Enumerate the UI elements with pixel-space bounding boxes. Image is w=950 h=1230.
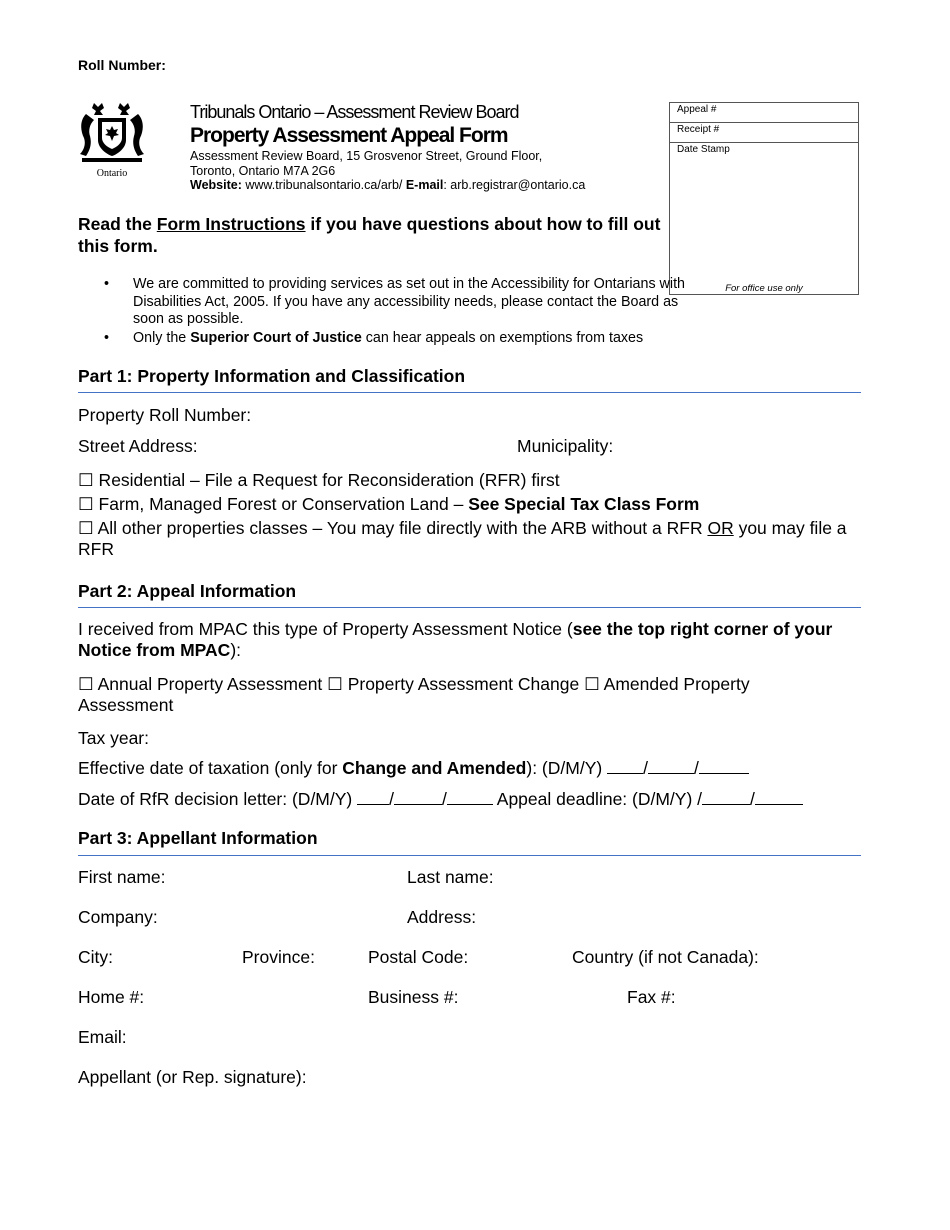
date-slash: / (389, 789, 394, 809)
country-field[interactable]: Country (if not Canada): (572, 947, 759, 967)
municipality-field[interactable]: Municipality: (517, 436, 614, 456)
crest-caption: Ontario (96, 168, 128, 179)
crest-icon (78, 100, 146, 180)
address-field[interactable]: Address: (407, 907, 477, 927)
part3-divider (78, 855, 861, 856)
instructions-post: if you have questions about how to fill out this form. (78, 214, 661, 256)
part1-heading: Part 1: Property Information and Classification (78, 366, 466, 386)
date-slash: / (693, 758, 699, 778)
part2-divider (78, 607, 861, 608)
notice-type-intro (78, 619, 858, 661)
property-roll-number-field[interactable]: Property Roll Number: (78, 405, 252, 425)
signature-field[interactable]: Appellant (or Rep. signature): (78, 1067, 307, 1087)
intro-bold: see the top right corner of your Notice from MPAC (78, 619, 833, 660)
instructions-pre: Read the (78, 214, 157, 234)
part1-divider (78, 392, 861, 393)
company-field[interactable]: Company: (78, 907, 158, 927)
rfr-month-blank[interactable] (394, 789, 442, 805)
other-label-pre: ☐ All other properties classes – You may file directly with the ARB without a RFR (78, 518, 708, 538)
rfr-decision-date-field[interactable] (78, 789, 803, 810)
fax-field[interactable]: Fax #: (627, 987, 676, 1007)
effective-date-field[interactable] (78, 758, 749, 779)
accessibility-bullet (104, 276, 704, 329)
organization-name: Tribunals Ontario – Assessment Review Board (190, 102, 519, 122)
date-slash: / (643, 758, 648, 778)
other-label-post: you may file a RFR (78, 518, 847, 559)
farm-checkbox[interactable] (78, 494, 699, 515)
exemption-bullet (104, 330, 704, 348)
notice-type-checkboxes[interactable]: ☐ Annual Property Assessment ☐ Property Assessment Change ☐ Amended Property Assessment (78, 674, 750, 715)
instructions-notice (78, 213, 668, 257)
website-link[interactable]: www.tribunalsontario.ca/arb/ (241, 178, 406, 192)
form-header (190, 102, 585, 193)
special-tax-class-form-text: See Special Tax Class Form (468, 494, 700, 514)
part3-heading: Part 3: Appellant Information (78, 828, 318, 848)
rfr-day-blank[interactable] (357, 789, 389, 805)
website-label: Website: (190, 178, 242, 192)
deadline-month-blank[interactable] (702, 789, 750, 805)
or-text: OR (707, 518, 734, 538)
bullet-icon: • (104, 276, 110, 292)
last-name-field[interactable]: Last name: (407, 867, 494, 887)
part2-heading: Part 2: Appeal Information (78, 581, 297, 601)
rfr-year-blank[interactable] (447, 789, 493, 805)
office-use-note: For office use only (725, 283, 803, 294)
exemption-text-pre: Only the (133, 329, 191, 346)
home-phone-field[interactable]: Home #: (78, 987, 145, 1007)
email-address[interactable]: : arb.registrar@ontario.ca (443, 178, 586, 192)
notice-bullet-list (104, 276, 704, 348)
rfr-date-label: Date of RfR decision letter: (D/M/Y) (78, 789, 358, 809)
board-address-line1: Assessment Review Board, 15 Grosvenor Street, Ground Floor, (190, 149, 543, 163)
date-stamp-field: Date Stamp (677, 144, 730, 155)
superior-court-text: Superior Court of Justice (190, 329, 362, 346)
intro-pre: I received from MPAC this type of Property Assessment Notice ( (78, 619, 573, 639)
roll-number-header-label: Roll Number: (78, 57, 166, 73)
date-slash: / (750, 789, 755, 809)
email-label: E-mail (405, 178, 444, 192)
appeal-number-field: Appeal # (670, 103, 858, 123)
effective-date-label-post: ): (D/M/Y) (526, 758, 608, 778)
deadline-year-blank[interactable] (755, 789, 803, 805)
postal-code-field[interactable]: Postal Code: (368, 947, 469, 967)
email-field[interactable]: Email: (78, 1027, 127, 1047)
effective-day-blank[interactable] (607, 758, 643, 774)
province-field[interactable]: Province: (242, 947, 315, 967)
farm-label: ☐ Farm, Managed Forest or Conservation Land – (78, 494, 469, 514)
date-slash: / (442, 789, 447, 809)
form-instructions-link[interactable]: Form Instructions (156, 214, 306, 234)
exemption-text-post: can hear appeals on exemptions from taxes (361, 329, 644, 346)
city-field[interactable]: City: (78, 947, 113, 967)
business-phone-field[interactable]: Business #: (368, 987, 459, 1007)
form-title: Property Assessment Appeal Form (190, 124, 508, 147)
effective-month-blank[interactable] (648, 758, 694, 774)
other-properties-checkbox[interactable] (78, 518, 868, 560)
board-contact-line (190, 178, 585, 193)
first-name-field[interactable]: First name: (78, 867, 166, 887)
accessibility-text: We are committed to providing services as set out in the Accessibility for Ontarians with Disabilities Act, 2005. If you have any accessibility needs, please contact the Board as soon as possible. (133, 276, 685, 327)
appeal-deadline-label: Appeal deadline: (D/M/Y) (492, 789, 698, 809)
effective-year-blank[interactable] (699, 758, 749, 774)
date-slash: / (697, 789, 703, 809)
tax-year-field[interactable]: Tax year: (78, 728, 149, 748)
bullet-icon: • (104, 329, 110, 346)
office-use-box (669, 102, 859, 295)
street-address-field[interactable]: Street Address: (78, 436, 198, 456)
board-address-line2: Toronto, Ontario M7A 2G6 (190, 163, 336, 178)
change-amended-text: Change and Amended (342, 758, 527, 778)
effective-date-label-pre: Effective date of taxation (only for (78, 758, 343, 778)
receipt-number-field: Receipt # (670, 123, 858, 143)
ontario-crest-logo (78, 100, 146, 180)
intro-post: ): (230, 640, 242, 660)
residential-checkbox[interactable]: ☐ Residential – File a Request for Reconsideration (RFR) first (78, 470, 560, 490)
